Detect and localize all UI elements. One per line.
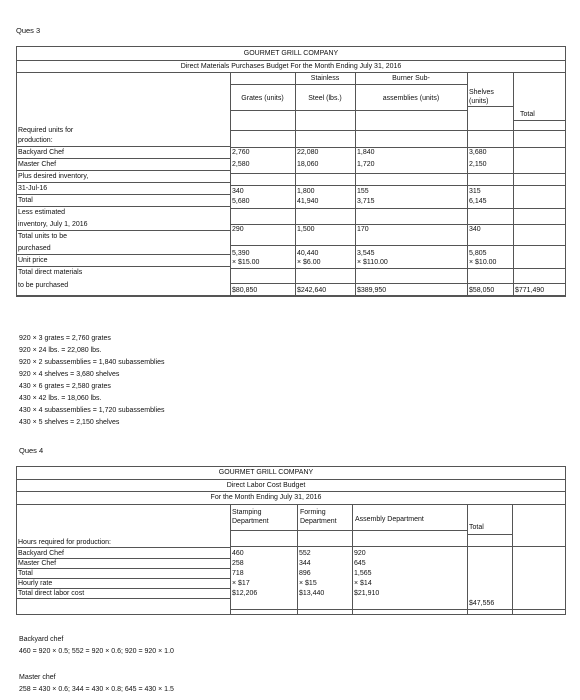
labor-master-stamping: 258 [232, 560, 244, 567]
cell-backyard-shelves: 3,680 [469, 149, 487, 156]
cell-estimated-shelves: 340 [469, 226, 481, 233]
col-head-shelves [469, 88, 494, 106]
cell-price-assemblies: × $110.00 [357, 259, 388, 266]
ques4-heading: Ques 4 [19, 446, 44, 455]
label-inventory-july: inventory, July 1, 2016 [18, 221, 88, 228]
cell-cost-shelves: $58,050 [469, 287, 495, 294]
note-line: 920 × 3 grates = 2,760 grates [19, 335, 111, 342]
labor-master-assembly: 645 [354, 560, 366, 567]
company-title: GOURMET GRILL COMPANY [243, 50, 339, 57]
labor-master-forming: 344 [299, 560, 311, 567]
shelves-label-1: Shelves [469, 89, 494, 96]
cell-master-shelves: 2,150 [469, 161, 487, 168]
labor-rate-stamping: × $17 [232, 580, 250, 587]
labor-label-cost: Total direct labor cost [18, 590, 85, 597]
labor-backyard-stamping: 460 [232, 550, 244, 557]
cell-total-steel: 41,940 [297, 198, 319, 205]
cell-price-steel: × $6.00 [297, 259, 321, 266]
col-top-stainless: Stainless [310, 75, 340, 82]
col-head-assembly: Assembly Department [355, 516, 424, 523]
label-unit-price: Unit price [18, 257, 48, 264]
cell-price-grates: × $15.00 [232, 259, 260, 266]
labor-cost-forming: $13,440 [299, 590, 325, 597]
cell-estimated-grates: 290 [232, 226, 244, 233]
labor-label-total: Total [18, 570, 33, 577]
cell-cost-grates: $80,850 [232, 287, 258, 294]
note-line: 920 × 4 shelves = 3,680 shelves [19, 371, 120, 378]
labor-cost-stamping: $12,206 [232, 590, 258, 597]
col-head-steel: Steel (lbs.) [308, 95, 342, 102]
label-master: Master Chef [18, 161, 57, 168]
notes-backyard: 460 = 920 × 0.5; 552 = 920 × 0.6; 920 = 920 × 1.0 [19, 648, 174, 655]
cell-purchased-steel: 40,440 [297, 250, 319, 257]
col-top-burner: Burner Sub- [392, 75, 430, 82]
cell-estimated-steel: 1,500 [297, 226, 315, 233]
cell-desired-steel: 1,800 [297, 188, 315, 195]
cell-price-shelves: × $10.00 [469, 259, 497, 266]
cell-purchased-shelves: 5,805 [469, 250, 487, 257]
label-total-units: Total units to be [18, 233, 68, 240]
cell-master-grates: 2,580 [232, 161, 250, 168]
shelves-label-2: (units) [469, 98, 489, 105]
cell-total-grates: 5,680 [232, 198, 250, 205]
labor-backyard-forming: 552 [299, 550, 311, 557]
note-line: 920 × 24 lbs. = 22,080 lbs. [19, 347, 102, 354]
cell-desired-shelves: 315 [469, 188, 481, 195]
cell-purchased-assemblies: 3,545 [357, 250, 375, 257]
labor-label-backyard: Backyard Chef [18, 550, 64, 557]
stamping-label-1: Stamping [232, 509, 262, 516]
note-line: 430 × 6 grates = 2,580 grates [19, 383, 111, 390]
cell-master-assemblies: 1,720 [357, 161, 375, 168]
labor-backyard-assembly: 920 [354, 550, 366, 557]
labor-label-rate: Hourly rate [18, 580, 53, 587]
cell-backyard-assemblies: 1,840 [357, 149, 375, 156]
label-less-estimated: Less estimated [18, 209, 66, 216]
label-plus-desired: Plus desired inventory, [18, 173, 89, 180]
cell-backyard-grates: 2,760 [232, 149, 250, 156]
note-line: 430 × 42 lbs. = 18,060 lbs. [19, 395, 102, 402]
labor-label-master: Master Chef [18, 560, 57, 567]
cell-desired-assemblies: 155 [357, 188, 369, 195]
labor-rate-forming: × $15 [299, 580, 317, 587]
cell-grand-total: $771,490 [515, 287, 545, 294]
cell-total-assemblies: 3,715 [357, 198, 375, 205]
label-total: Total [18, 197, 33, 204]
col-head-forming [300, 508, 337, 526]
forming-label-2: Department [300, 518, 337, 525]
cell-cost-assemblies: $389,950 [357, 287, 387, 294]
labor-subtitle-2: For the Month Ending July 31, 2016 [210, 494, 322, 501]
col-head-stamping [232, 508, 269, 526]
cell-purchased-grates: 5,390 [232, 250, 250, 257]
cell-master-steel: 18,060 [297, 161, 319, 168]
col-head-labor-total: Total [469, 524, 484, 531]
labor-table-border [16, 466, 566, 615]
materials-budget-table [0, 0, 580, 320]
note-line: 430 × 4 subassemblies = 1,720 subassemblies [19, 407, 165, 414]
label-production: production: [18, 137, 53, 144]
label-backyard: Backyard Chef [18, 149, 64, 156]
cell-cost-steel: $242,640 [297, 287, 327, 294]
cell-estimated-assemblies: 170 [357, 226, 369, 233]
note-line: 920 × 2 subassemblies = 1,840 subassemblies [19, 359, 165, 366]
ques3-heading: Ques 3 [16, 26, 41, 35]
labor-rate-assembly: × $14 [354, 580, 372, 587]
labor-label-hours: Hours required for production: [18, 539, 111, 546]
label-purchased: purchased [18, 245, 51, 252]
labor-subtitle-1: Direct Labor Cost Budget [226, 482, 306, 489]
notes-master: 258 = 430 × 0.6; 344 = 430 × 0.8; 645 = 430 × 1.5 [19, 686, 174, 693]
cell-total-shelves: 6,145 [469, 198, 487, 205]
note-line: 430 × 5 shelves = 2,150 shelves [19, 419, 120, 426]
label-total-direct: Total direct materials [18, 269, 83, 276]
notes-master-title: Master chef [19, 674, 56, 681]
label-required: Required units for [18, 127, 74, 134]
label-date: 31-Jul-16 [18, 185, 48, 192]
col-head-grates: Grates (units) [241, 95, 284, 102]
labor-total-forming: 896 [299, 570, 311, 577]
col-head-total: Total [520, 111, 535, 118]
labor-total-assembly: 1,565 [354, 570, 372, 577]
labor-grand-total: $47,556 [469, 600, 495, 607]
labor-total-stamping: 718 [232, 570, 244, 577]
cell-backyard-steel: 22,080 [297, 149, 319, 156]
label-to-be-purchased: to be purchased [18, 282, 69, 289]
col-head-assemblies: assemblies (units) [382, 95, 440, 102]
budget-subtitle: Direct Materials Purchases Budget For the Month Ending July 31, 2016 [180, 63, 402, 70]
forming-label-1: Forming [300, 509, 326, 516]
labor-cost-assembly: $21,910 [354, 590, 380, 597]
stamping-label-2: Department [232, 518, 269, 525]
notes-backyard-title: Backyard chef [19, 636, 64, 643]
labor-company-title: GOURMET GRILL COMPANY [218, 469, 314, 476]
cell-desired-grates: 340 [232, 188, 244, 195]
